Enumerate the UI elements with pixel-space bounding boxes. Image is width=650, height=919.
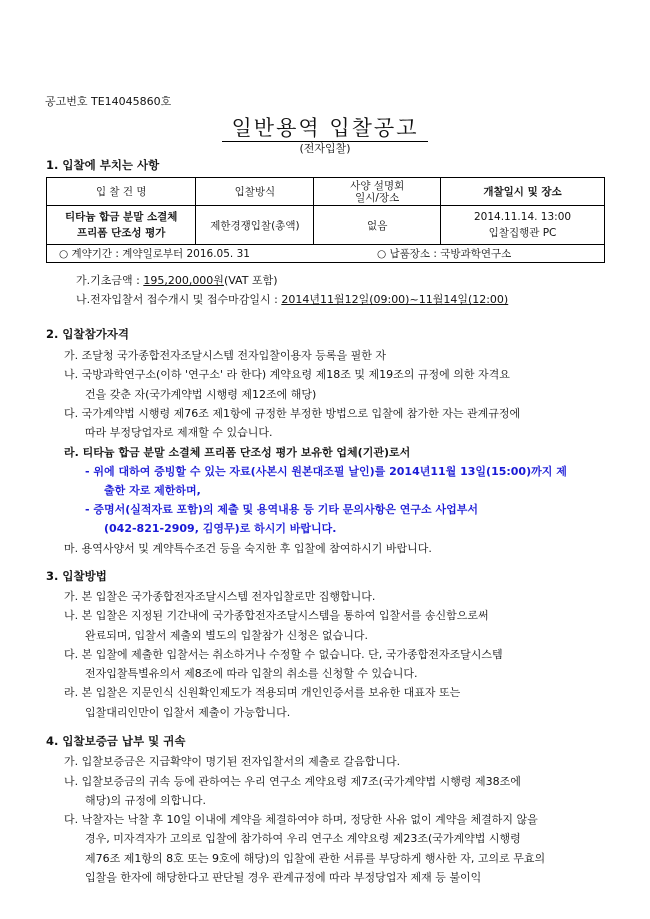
s3-line: 가. 본 입찰은 국가종합전자조달시스템 전자입찰로만 집행합니다. — [64, 590, 376, 603]
s2-line-highlight: 출한 자로 제한하며, — [104, 484, 201, 497]
s4-line: 제76조 제1항의 8호 또는 9호에 해당)의 입찰에 관한 서류를 부당하게 행사한 자, 고의로 무효의 — [85, 852, 546, 865]
bid-period-line — [76, 291, 508, 307]
base-price-line — [76, 272, 277, 288]
s4-line: 해당)의 규정에 의합니다. — [85, 794, 207, 807]
s2-line: 가. 조달청 국가종합전자조달시스템 전자입찰이용자 등록을 필한 자 — [64, 349, 387, 362]
s3-line: 나. 본 입찰은 지정된 기간내에 국가종합전자조달시스템을 통하여 입찰서를 송신함으로써 — [64, 609, 489, 622]
cell-briefing: 없음 — [314, 206, 441, 245]
bid-period-value: 2014년11월12일(09:00)~11월14일(12:00) — [281, 293, 509, 306]
delivery-place: ○ 납품장소 : 국방과학연구소 — [377, 248, 512, 260]
base-price-label: 가.기초금액 : — [76, 274, 144, 287]
s2-line: 건을 갖춘 자(국가계약법 시행령 제12조에 해당) — [85, 388, 317, 401]
bid-info-table — [46, 177, 605, 263]
page-title: 일반용역 입찰공고 — [231, 116, 419, 140]
project-name-line2: 프리폼 단조성 평가 — [77, 227, 166, 239]
opening-datetime: 2014.11.14. 13:00 — [474, 211, 572, 223]
col-header-briefing: 사양 설명회 일시/장소 — [314, 178, 441, 206]
cell-project-name — [47, 206, 196, 245]
s2-line: 따라 부정당업자로 제재할 수 있습니다. — [85, 426, 273, 439]
s2-line-highlight: - 증명서(실적자료 포함)의 제출 및 용역내용 등 기타 문의사항은 연구소 사업부서 — [85, 503, 478, 516]
s3-line: 다. 본 입찰에 제출한 입찰서는 취소하거나 수정할 수 없습니다. 단, 국가종합전자조달시스템 — [64, 648, 503, 661]
bid-period-label: 나.전자입찰서 접수개시 및 접수마감일시 : — [76, 293, 282, 306]
section-3-heading: 3. 입찰방법 — [46, 569, 107, 583]
col-header-method: 입찰방식 — [196, 178, 314, 206]
section-1-heading: 1. 입찰에 부치는 사항 — [46, 158, 160, 172]
s4-line: 다. 낙찰자는 낙찰 후 10일 이내에 계약을 체결하여야 하며, 정당한 사유 없이 계약을 체결하지 않을 — [64, 813, 538, 826]
section-2-heading: 2. 입찰참가자격 — [46, 327, 130, 341]
s3-line: 전자입찰특별유의서 제8조에 따라 입찰의 취소를 신청할 수 있습니다. — [85, 667, 418, 680]
base-price-suffix: (VAT 포함) — [223, 274, 278, 287]
col-header-name: 입 찰 건 명 — [47, 178, 196, 206]
s3-line: 입찰대리인만이 입찰서 제출이 가능합니다. — [85, 706, 291, 719]
opening-place: 입찰집행관 PC — [488, 227, 557, 239]
s4-line: 나. 입찰보증금의 귀속 등에 관하여는 우리 연구소 계약요령 제7조(국가계약법 시행령 제38조에 — [64, 775, 521, 788]
page-subtitle: (전자입찰) — [299, 142, 351, 155]
s2-line: 나. 국방과학연구소(이하 '연구소' 라 한다) 계약요령 제18조 및 제19조의 규정에 의한 자격요 — [64, 368, 510, 381]
base-price-value: 195,200,000원 — [143, 274, 224, 287]
s2-line: 마. 용역사양서 및 계약특수조건 등을 숙지한 후 입찰에 참여하시기 바랍니다. — [64, 542, 432, 555]
cell-bid-method: 제한경쟁입찰(총액) — [196, 206, 314, 245]
section-4-heading: 4. 입찰보증금 납부 및 귀속 — [46, 734, 186, 748]
table-footer — [47, 245, 605, 263]
col-header-opening: 개찰일시 및 장소 — [441, 178, 605, 206]
s3-line: 라. 본 입찰은 지문인식 신원확인제도가 적용되며 개인인증서를 보유한 대표자 또는 — [64, 686, 461, 699]
cell-opening — [441, 206, 605, 245]
s2-line-highlight: - 위에 대하여 증빙할 수 있는 자료(사본시 원본대조필 날인)를 2014년11월 13일(15:00)까지 제 — [85, 465, 567, 478]
contract-period: ○ 계약기간 : 계약일로부터 2016.05. 31 — [59, 248, 250, 260]
s2-line: 라. 티타늄 합금 분말 소결체 프리폼 단조성 평가 보유한 업체(기관)로서 — [64, 446, 411, 459]
s4-line: 가. 입찰보증금은 지급확약이 명기된 전자입찰서의 제출로 갈음합니다. — [64, 755, 401, 768]
announcement-number: 공고번호 TE14045860호 — [45, 95, 172, 108]
s2-line-highlight: (042-821-2909, 김영무)로 하시기 바랍니다. — [104, 522, 337, 535]
s4-line: 경우, 미자격자가 고의로 입찰에 참가하여 우리 연구소 계약요령 제23조(국가계약법 시행령 — [85, 832, 521, 845]
s3-line: 완료되며, 입찰서 제출외 별도의 입찰참가 신청은 없습니다. — [85, 629, 368, 642]
s2-line: 다. 국가계약법 시행령 제76조 제1항에 규정한 부정한 방법으로 입찰에 참가한 자는 관계규정에 — [64, 407, 521, 420]
s4-line: 입찰을 한자에 해당한다고 판단될 경우 관계규정에 따라 부정당업자 제재 등 불이익 — [85, 871, 482, 884]
project-name-line1: 티타늄 합금 분말 소결체 — [65, 211, 178, 223]
